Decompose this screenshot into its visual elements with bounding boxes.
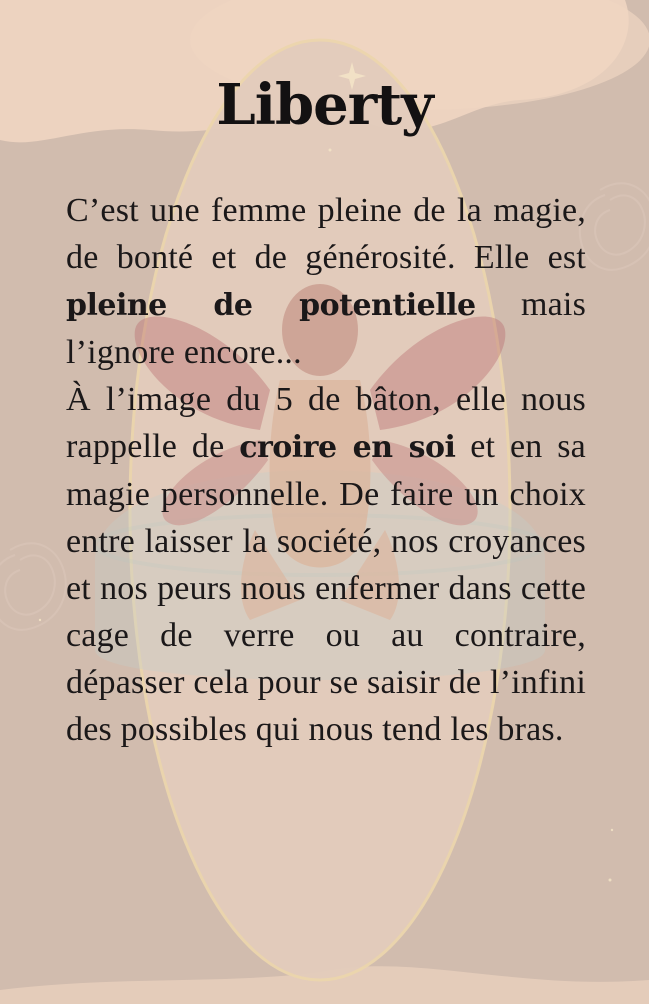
p1-outro: mais l’ignore encore...: [66, 286, 586, 371]
p1-emphasis: pleine de potentielle: [66, 288, 476, 323]
p2-outro: et en sa magie personnelle. De faire un choix entre laisser la société, nos croyances et nos peurs nous enfermer dans cette cage de verre ou au contraire, dépasser cela pour se saisir de l’infini des possibles qui nous tend les bras.: [66, 428, 586, 748]
card-description: [66, 187, 586, 753]
description-paragraph-1: [66, 187, 586, 376]
p1-intro: C’est une femme pleine de la magie, de bonté et de générosité. Elle est: [66, 192, 586, 276]
card-title: Liberty: [216, 72, 433, 138]
p2-intro: À l’image du 5 de bâton, elle nous rappelle de: [66, 381, 586, 465]
p2-emphasis: croire en soi: [239, 430, 456, 465]
description-paragraph-2: [66, 376, 586, 753]
